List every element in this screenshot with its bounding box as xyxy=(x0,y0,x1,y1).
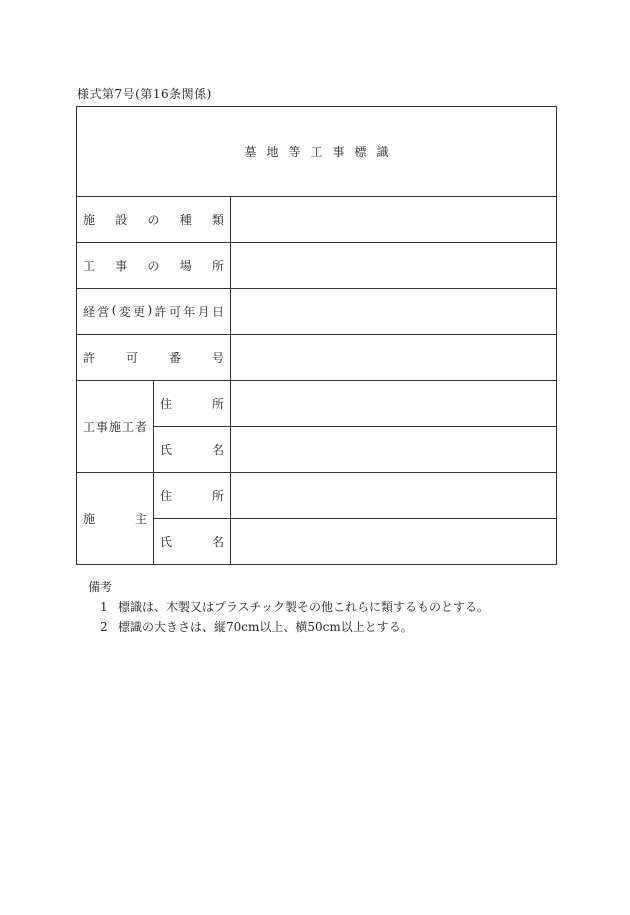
owner-name-field[interactable] xyxy=(231,519,557,565)
label-char: 営 xyxy=(97,305,110,319)
label-char: 設 xyxy=(115,213,128,227)
label-char: 所 xyxy=(211,489,224,503)
label-char: の xyxy=(147,213,160,227)
label-char: 事 xyxy=(115,259,128,273)
label-char: 施 xyxy=(108,420,121,434)
form-title: 墓地等工事標識 xyxy=(244,145,399,159)
owner-name-label-cell xyxy=(154,519,231,565)
form-title-cell xyxy=(77,107,557,197)
label-char: 氏 xyxy=(160,443,173,457)
owner-address-label-cell xyxy=(154,473,231,519)
work-location-field[interactable] xyxy=(231,243,557,289)
label-char: 場 xyxy=(179,259,192,273)
label-char: 可 xyxy=(125,351,138,365)
label-char: 者 xyxy=(134,420,147,434)
contractor-name-label-cell xyxy=(154,427,231,473)
label-char: 工 xyxy=(83,420,96,434)
label-char: 住 xyxy=(160,397,173,411)
label-char: 事 xyxy=(95,420,108,434)
note-text: 標識は、木製又はプラスチック製その他これらに類するものとする。 xyxy=(118,600,490,614)
note-item xyxy=(88,597,489,617)
owner-name-label xyxy=(160,533,224,550)
permit-number-label-cell xyxy=(77,335,231,381)
notes-heading: 備考 xyxy=(88,580,113,594)
label-char: 経 xyxy=(83,305,96,319)
label-char: 変 xyxy=(118,305,131,319)
note-item xyxy=(88,617,489,637)
contractor-name-label xyxy=(160,441,224,458)
label-char: 許 xyxy=(154,305,167,319)
contractor-name-field[interactable] xyxy=(231,427,557,473)
label-char: 番 xyxy=(168,351,181,365)
label-char: 号 xyxy=(211,351,224,365)
label-char: の xyxy=(147,259,160,273)
label-char: 施 xyxy=(83,213,96,227)
owner-address-field[interactable] xyxy=(231,473,557,519)
label-char: 所 xyxy=(211,397,224,411)
label-char: 氏 xyxy=(160,535,173,549)
permit-number-label xyxy=(83,349,224,366)
label-char: 住 xyxy=(160,489,173,503)
contractor-address-label-cell xyxy=(154,381,231,427)
contractor-address-field[interactable] xyxy=(231,381,557,427)
label-char: 名 xyxy=(211,535,224,549)
label-char: 種 xyxy=(179,213,192,227)
contractor-label xyxy=(83,418,147,435)
note-text: 標識の大きさは、縦70cm以上、横50cm以上とする。 xyxy=(118,620,413,634)
label-char: 施 xyxy=(83,512,96,526)
facility-type-label xyxy=(83,211,224,228)
label-char: ( xyxy=(111,303,117,317)
construction-sign-form xyxy=(76,106,557,565)
contractor-address-label xyxy=(160,395,224,412)
label-char: 可 xyxy=(168,305,181,319)
contractor-label-cell xyxy=(77,381,154,473)
form-number: 様式第7号(第16条関係) xyxy=(77,87,212,101)
permit-number-field[interactable] xyxy=(231,335,557,381)
label-char: 類 xyxy=(211,213,224,227)
notes-section xyxy=(88,577,489,637)
permit-date-label xyxy=(83,303,224,320)
owner-label-cell xyxy=(77,473,154,565)
label-char: 年 xyxy=(183,305,196,319)
permit-date-label-cell xyxy=(77,289,231,335)
note-number: 2 xyxy=(100,620,108,634)
label-char: 日 xyxy=(211,305,224,319)
label-char: 所 xyxy=(211,259,224,273)
label-char: 工 xyxy=(121,420,134,434)
owner-label xyxy=(83,510,147,527)
label-char: 許 xyxy=(83,351,96,365)
facility-type-field[interactable] xyxy=(231,197,557,243)
note-number: 1 xyxy=(100,600,108,614)
label-char: 月 xyxy=(197,305,210,319)
work-location-label-cell xyxy=(77,243,231,289)
label-char: 工 xyxy=(83,259,96,273)
owner-address-label xyxy=(160,487,224,504)
work-location-label xyxy=(83,257,224,274)
label-char: 主 xyxy=(134,512,147,526)
facility-type-label-cell xyxy=(77,197,231,243)
label-char: 更 xyxy=(133,305,146,319)
permit-date-field[interactable] xyxy=(231,289,557,335)
label-char: ) xyxy=(147,303,153,317)
label-char: 名 xyxy=(211,443,224,457)
